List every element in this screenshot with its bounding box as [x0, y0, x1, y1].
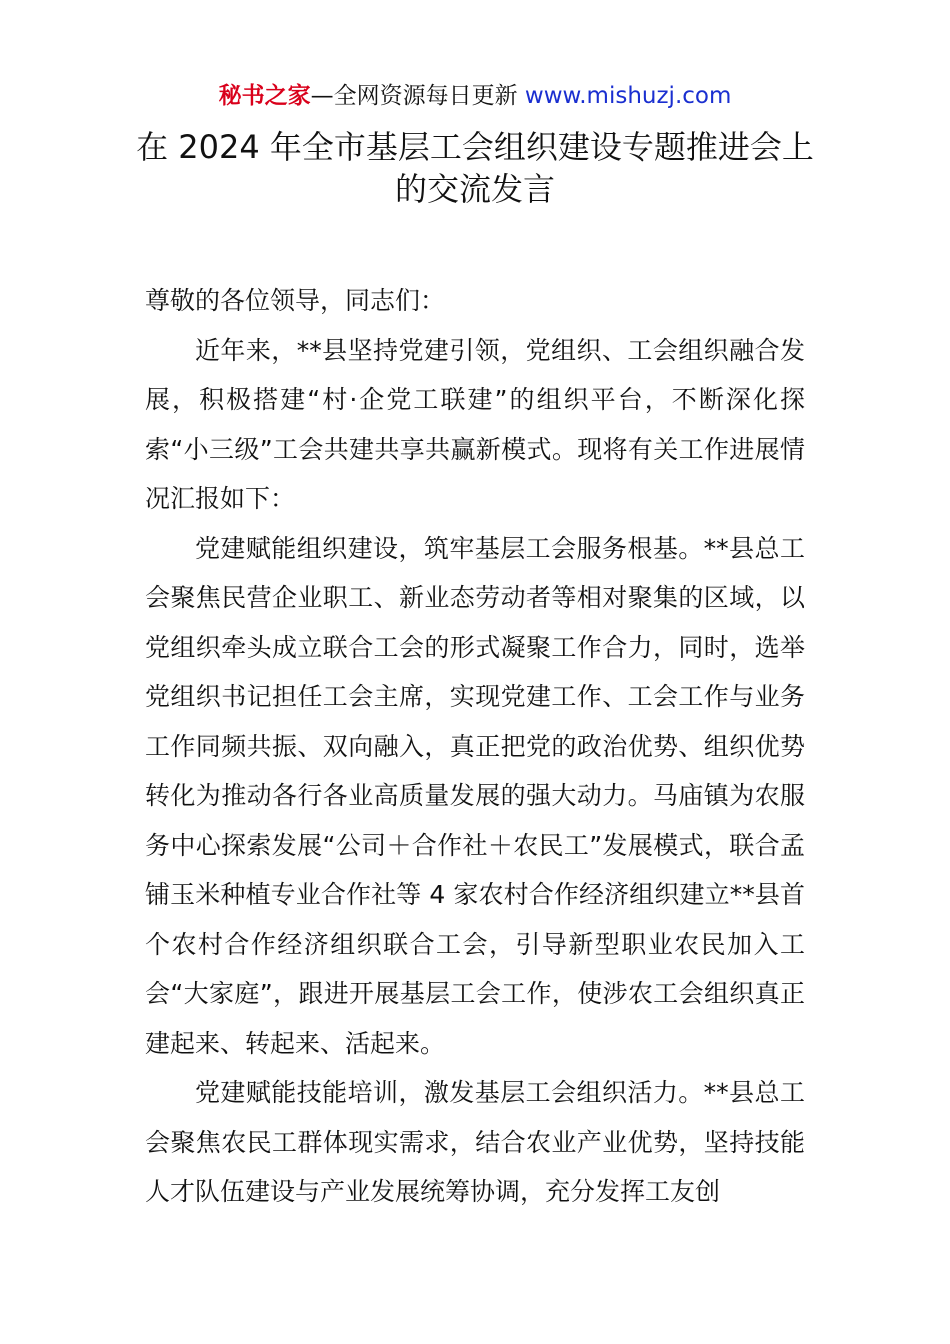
- banner-slogan: —全网资源每日更新: [310, 83, 525, 109]
- document-title: [100, 126, 850, 210]
- paragraph-intro: 近年来，**县坚持党建引领，党组织、工会组织融合发展，积极搭建“村·企党工联建”的组织平台，不断深化探索“小三级”工会共建共享共赢新模式。现将有关工作进展情况汇报如下：: [145, 335, 805, 513]
- site-url-link[interactable]: www.mishuzj.com: [524, 83, 732, 109]
- paragraph-organization: 党建赋能组织建设，筑牢基层工会服务根基。**县总工会聚焦民营企业职工、新业态劳动者等相对聚集的区域，以党组织牵头成立联合工会的形式凝聚工作合力，同时，选举党组织书记担任工会主席，实现党建工作、工会工作与业务工作同频共振、双向融入，真正把党的政治优势、组织优势转化为推动各行各业高质量发展的强大动力。马庙镇为农服务中心探索发展“公司＋合作社＋农民工”发展模式，联合孟铺玉米种植专业合作社等 4 家农村合作经济组织建立**县首个农村合作经济组织联合工会，引导新型职业农民加入工会“大家庭”，跟进开展基层工会工作，使涉农工会组织真正建起来、转起来、活起来。: [145, 533, 805, 1058]
- paragraph-training: 党建赋能技能培训，激发基层工会组织活力。**县总工会聚焦农民工群体现实需求，结合农业产业优势，坚持技能人才队伍建设与产业发展统筹协调，充分发挥工友创: [145, 1078, 805, 1206]
- document-body: [145, 276, 805, 1217]
- brand-name: 秘书之家: [218, 83, 311, 109]
- salutation: 尊敬的各位领导，同志们：: [145, 286, 446, 315]
- title-line-1: 在 2024 年全市基层工会组织建设专题推进会上: [136, 128, 814, 166]
- title-line-2: 的交流发言: [394, 170, 555, 208]
- site-banner: [0, 80, 950, 112]
